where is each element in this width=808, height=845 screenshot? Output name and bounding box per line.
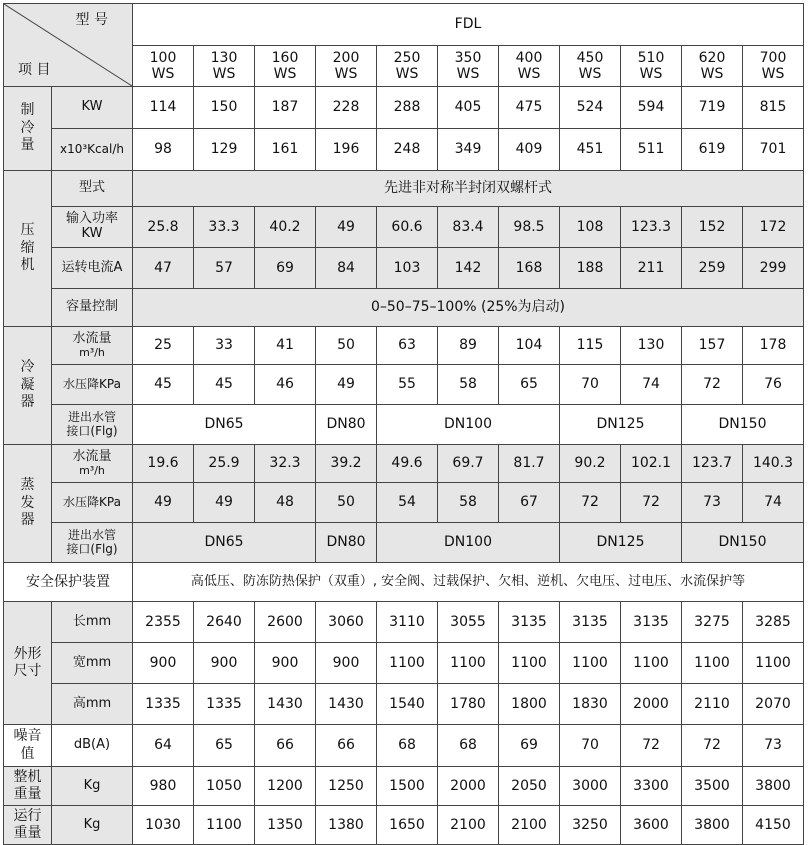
input-power-value: 123.3 bbox=[621, 207, 682, 248]
weight-value: 3300 bbox=[621, 767, 682, 806]
row-compressor-power bbox=[4, 207, 804, 248]
label-kcal: x10³Kcal/h bbox=[52, 129, 133, 171]
condenser-flow-value: 115 bbox=[560, 327, 621, 365]
header-row-series bbox=[4, 4, 804, 46]
height-value: 1540 bbox=[377, 684, 438, 725]
width-value: 1100 bbox=[499, 643, 560, 684]
condenser-flow-value: 41 bbox=[255, 327, 316, 365]
label-evaporator-pipes: 进出水管 接口(Flg) bbox=[52, 523, 133, 563]
model-header: 350 WS bbox=[438, 46, 499, 87]
category-noise: 噪音值 bbox=[4, 725, 52, 767]
row-compressor-current bbox=[4, 248, 804, 289]
condenser-drop-value: 70 bbox=[560, 365, 621, 405]
row-evaporator-pipes bbox=[4, 523, 804, 563]
row-compressor-type bbox=[4, 171, 804, 207]
label-height: 高mm bbox=[52, 684, 133, 725]
cooling-kw-value: 405 bbox=[438, 87, 499, 129]
evaporator-pipe-dn150: DN150 bbox=[682, 523, 804, 563]
label-condenser-pipes: 进出水管 接口(Flg) bbox=[52, 405, 133, 445]
condenser-pipe-dn150: DN150 bbox=[682, 405, 804, 445]
condenser-flow-value: 89 bbox=[438, 327, 499, 365]
running-current-value: 69 bbox=[255, 248, 316, 289]
condenser-flow-value: 178 bbox=[743, 327, 804, 365]
model-header: 130 WS bbox=[194, 46, 255, 87]
running-current-value: 299 bbox=[743, 248, 804, 289]
width-value: 900 bbox=[194, 643, 255, 684]
cooling-kcal-value: 248 bbox=[377, 129, 438, 171]
condenser-flow-value: 63 bbox=[377, 327, 438, 365]
label-evaporator-drop: 水压降KPa bbox=[52, 483, 133, 523]
cooling-kcal-value: 511 bbox=[621, 129, 682, 171]
height-value: 1830 bbox=[560, 684, 621, 725]
row-evaporator-flow bbox=[4, 445, 804, 483]
label-running-current: 运转电流A bbox=[52, 248, 133, 289]
cooling-kw-value: 815 bbox=[743, 87, 804, 129]
evaporator-flow-value: 49.6 bbox=[377, 445, 438, 483]
operating-weight-value: 2100 bbox=[438, 806, 499, 845]
condenser-flow-value: 33 bbox=[194, 327, 255, 365]
height-value: 1430 bbox=[255, 684, 316, 725]
evaporator-flow-value: 81.7 bbox=[499, 445, 560, 483]
operating-weight-value: 3600 bbox=[621, 806, 682, 845]
height-value: 2070 bbox=[743, 684, 804, 725]
operating-weight-value: 1030 bbox=[133, 806, 194, 845]
input-power-value: 152 bbox=[682, 207, 743, 248]
condenser-drop-value: 65 bbox=[499, 365, 560, 405]
evaporator-drop-value: 49 bbox=[133, 483, 194, 523]
category-operating-weight: 运行重量 bbox=[4, 806, 52, 845]
height-value: 1335 bbox=[133, 684, 194, 725]
label-width: 宽mm bbox=[52, 643, 133, 684]
cooling-kcal-value: 701 bbox=[743, 129, 804, 171]
width-value: 900 bbox=[255, 643, 316, 684]
row-noise bbox=[4, 725, 804, 767]
noise-value: 73 bbox=[743, 725, 804, 767]
specification-table bbox=[3, 3, 804, 845]
width-value: 1100 bbox=[438, 643, 499, 684]
evaporator-pipe-dn65: DN65 bbox=[133, 523, 316, 563]
row-operating-weight bbox=[4, 806, 804, 845]
noise-value: 70 bbox=[560, 725, 621, 767]
cooling-kw-value: 114 bbox=[133, 87, 194, 129]
cooling-kw-value: 524 bbox=[560, 87, 621, 129]
evaporator-drop-value: 48 bbox=[255, 483, 316, 523]
evaporator-flow-value: 39.2 bbox=[316, 445, 377, 483]
evaporator-flow-value: 32.3 bbox=[255, 445, 316, 483]
operating-weight-value: 4150 bbox=[743, 806, 804, 845]
running-current-value: 211 bbox=[621, 248, 682, 289]
length-value: 3285 bbox=[743, 602, 804, 643]
cooling-kw-value: 228 bbox=[316, 87, 377, 129]
evaporator-flow-value: 19.6 bbox=[133, 445, 194, 483]
input-power-value: 83.4 bbox=[438, 207, 499, 248]
condenser-drop-value: 49 bbox=[316, 365, 377, 405]
running-current-value: 103 bbox=[377, 248, 438, 289]
capacity-control-value: 0–50–75–100% (25%为启动) bbox=[133, 289, 804, 327]
condenser-drop-value: 45 bbox=[194, 365, 255, 405]
model-header: 250 WS bbox=[377, 46, 438, 87]
width-value: 1100 bbox=[560, 643, 621, 684]
evaporator-flow-value: 123.7 bbox=[682, 445, 743, 483]
evaporator-drop-value: 74 bbox=[743, 483, 804, 523]
condenser-drop-value: 55 bbox=[377, 365, 438, 405]
length-value: 2640 bbox=[194, 602, 255, 643]
model-header: 160 WS bbox=[255, 46, 316, 87]
cooling-kcal-value: 451 bbox=[560, 129, 621, 171]
evaporator-drop-value: 73 bbox=[682, 483, 743, 523]
safety-value: 高低压、防冻防热保护（双重）, 安全阀、过载保护、欠相、逆机、欠电压、过电压、水流保护等 bbox=[133, 563, 804, 602]
running-current-value: 84 bbox=[316, 248, 377, 289]
operating-weight-value: 2100 bbox=[499, 806, 560, 845]
condenser-flow-value: 25 bbox=[133, 327, 194, 365]
weight-value: 3800 bbox=[743, 767, 804, 806]
condenser-pipe-dn100: DN100 bbox=[377, 405, 560, 445]
height-value: 2110 bbox=[682, 684, 743, 725]
weight-value: 2000 bbox=[438, 767, 499, 806]
height-value: 1335 bbox=[194, 684, 255, 725]
width-value: 900 bbox=[133, 643, 194, 684]
input-power-value: 33.3 bbox=[194, 207, 255, 248]
noise-value: 72 bbox=[621, 725, 682, 767]
label-capacity-control: 容量控制 bbox=[52, 289, 133, 327]
row-condenser-flow bbox=[4, 327, 804, 365]
model-header: 400 WS bbox=[499, 46, 560, 87]
row-cooling-kcal bbox=[4, 129, 804, 171]
noise-value: 72 bbox=[682, 725, 743, 767]
model-header: 450 WS bbox=[560, 46, 621, 87]
condenser-drop-value: 72 bbox=[682, 365, 743, 405]
category-dimensions: 外形尺寸 bbox=[4, 602, 52, 725]
category-compressor: 压缩机 bbox=[4, 171, 52, 327]
label-condenser-flow: 水流量 m³/h bbox=[52, 327, 133, 365]
cooling-kw-value: 719 bbox=[682, 87, 743, 129]
weight-value: 2050 bbox=[499, 767, 560, 806]
operating-weight-value: 3250 bbox=[560, 806, 621, 845]
noise-value: 65 bbox=[194, 725, 255, 767]
running-current-value: 47 bbox=[133, 248, 194, 289]
condenser-drop-value: 76 bbox=[743, 365, 804, 405]
label-evaporator-flow: 水流量 m³/h bbox=[52, 445, 133, 483]
cooling-kcal-value: 129 bbox=[194, 129, 255, 171]
condenser-flow-value: 130 bbox=[621, 327, 682, 365]
cooling-kcal-value: 196 bbox=[316, 129, 377, 171]
row-height bbox=[4, 684, 804, 725]
input-power-value: 98.5 bbox=[499, 207, 560, 248]
cooling-kw-value: 187 bbox=[255, 87, 316, 129]
weight-value: 1250 bbox=[316, 767, 377, 806]
condenser-flow-value: 50 bbox=[316, 327, 377, 365]
running-current-value: 188 bbox=[560, 248, 621, 289]
evaporator-drop-value: 67 bbox=[499, 483, 560, 523]
width-value: 1100 bbox=[682, 643, 743, 684]
model-header: 620 WS bbox=[682, 46, 743, 87]
label-kw: KW bbox=[52, 87, 133, 129]
noise-value: 66 bbox=[255, 725, 316, 767]
width-value: 1100 bbox=[377, 643, 438, 684]
evaporator-drop-value: 58 bbox=[438, 483, 499, 523]
cooling-kw-value: 150 bbox=[194, 87, 255, 129]
corner-model-label: 型 号 bbox=[75, 12, 108, 28]
category-weight: 整机重量 bbox=[4, 767, 52, 806]
condenser-pipe-dn65: DN65 bbox=[133, 405, 316, 445]
length-value: 3135 bbox=[621, 602, 682, 643]
row-cooling-kw bbox=[4, 87, 804, 129]
height-value: 1780 bbox=[438, 684, 499, 725]
weight-value: 1500 bbox=[377, 767, 438, 806]
condenser-flow-value: 157 bbox=[682, 327, 743, 365]
input-power-value: 172 bbox=[743, 207, 804, 248]
operating-weight-value: 1100 bbox=[194, 806, 255, 845]
weight-value: 980 bbox=[133, 767, 194, 806]
cooling-kcal-value: 409 bbox=[499, 129, 560, 171]
row-evaporator-drop bbox=[4, 483, 804, 523]
height-value: 1430 bbox=[316, 684, 377, 725]
noise-value: 66 bbox=[316, 725, 377, 767]
label-compressor-type: 型式 bbox=[52, 171, 133, 207]
length-value: 3135 bbox=[499, 602, 560, 643]
condenser-pipe-dn80: DN80 bbox=[316, 405, 377, 445]
label-noise: dB(A) bbox=[52, 725, 133, 767]
length-value: 3135 bbox=[560, 602, 621, 643]
operating-weight-value: 3800 bbox=[682, 806, 743, 845]
length-value: 2600 bbox=[255, 602, 316, 643]
category-evaporator: 蒸发器 bbox=[4, 445, 52, 563]
width-value: 900 bbox=[316, 643, 377, 684]
width-value: 1100 bbox=[621, 643, 682, 684]
cooling-kcal-value: 98 bbox=[133, 129, 194, 171]
weight-value: 3000 bbox=[560, 767, 621, 806]
model-header: 700 WS bbox=[743, 46, 804, 87]
weight-value: 3500 bbox=[682, 767, 743, 806]
cooling-kw-value: 594 bbox=[621, 87, 682, 129]
model-header: 100 WS bbox=[133, 46, 194, 87]
category-cooling: 制冷量 bbox=[4, 87, 52, 171]
evaporator-pipe-dn125: DN125 bbox=[560, 523, 682, 563]
row-width bbox=[4, 643, 804, 684]
noise-value: 68 bbox=[438, 725, 499, 767]
row-condenser-pipes bbox=[4, 405, 804, 445]
evaporator-drop-value: 49 bbox=[194, 483, 255, 523]
label-weight: Kg bbox=[52, 767, 133, 806]
length-value: 3055 bbox=[438, 602, 499, 643]
model-header: 200 WS bbox=[316, 46, 377, 87]
condenser-drop-value: 58 bbox=[438, 365, 499, 405]
running-current-value: 142 bbox=[438, 248, 499, 289]
cooling-kw-value: 475 bbox=[499, 87, 560, 129]
length-value: 3060 bbox=[316, 602, 377, 643]
evaporator-flow-value: 25.9 bbox=[194, 445, 255, 483]
input-power-value: 60.6 bbox=[377, 207, 438, 248]
evaporator-drop-value: 50 bbox=[316, 483, 377, 523]
running-current-value: 57 bbox=[194, 248, 255, 289]
row-length bbox=[4, 602, 804, 643]
noise-value: 69 bbox=[499, 725, 560, 767]
label-length: 长mm bbox=[52, 602, 133, 643]
running-current-value: 259 bbox=[682, 248, 743, 289]
row-weight bbox=[4, 767, 804, 806]
weight-value: 1050 bbox=[194, 767, 255, 806]
length-value: 3110 bbox=[377, 602, 438, 643]
cooling-kw-value: 288 bbox=[377, 87, 438, 129]
condenser-drop-value: 45 bbox=[133, 365, 194, 405]
length-value: 3275 bbox=[682, 602, 743, 643]
corner-item-label: 项 目 bbox=[18, 61, 51, 78]
model-header: 510 WS bbox=[621, 46, 682, 87]
cooling-kcal-value: 619 bbox=[682, 129, 743, 171]
operating-weight-value: 1650 bbox=[377, 806, 438, 845]
input-power-value: 40.2 bbox=[255, 207, 316, 248]
label-safety: 安全保护装置 bbox=[4, 563, 133, 602]
noise-value: 64 bbox=[133, 725, 194, 767]
label-input-power: 输入功率 KW bbox=[52, 207, 133, 248]
series-name: FDL bbox=[133, 4, 804, 46]
cooling-kcal-value: 161 bbox=[255, 129, 316, 171]
row-capacity-control bbox=[4, 289, 804, 327]
condenser-pipe-dn125: DN125 bbox=[560, 405, 682, 445]
condenser-drop-value: 74 bbox=[621, 365, 682, 405]
evaporator-flow-value: 90.2 bbox=[560, 445, 621, 483]
label-operating-weight: Kg bbox=[52, 806, 133, 845]
category-condenser: 冷凝器 bbox=[4, 327, 52, 445]
weight-value: 1200 bbox=[255, 767, 316, 806]
height-value: 1800 bbox=[499, 684, 560, 725]
condenser-drop-value: 46 bbox=[255, 365, 316, 405]
compressor-type-value: 先进非对称半封闭双螺杆式 bbox=[133, 171, 804, 207]
input-power-value: 108 bbox=[560, 207, 621, 248]
evaporator-flow-value: 140.3 bbox=[743, 445, 804, 483]
operating-weight-value: 1350 bbox=[255, 806, 316, 845]
operating-weight-value: 1380 bbox=[316, 806, 377, 845]
evaporator-drop-value: 72 bbox=[621, 483, 682, 523]
label-condenser-drop: 水压降KPa bbox=[52, 365, 133, 405]
row-condenser-drop bbox=[4, 365, 804, 405]
input-power-value: 49 bbox=[316, 207, 377, 248]
height-value: 2000 bbox=[621, 684, 682, 725]
cooling-kcal-value: 349 bbox=[438, 129, 499, 171]
length-value: 2355 bbox=[133, 602, 194, 643]
condenser-flow-value: 104 bbox=[499, 327, 560, 365]
width-value: 1100 bbox=[743, 643, 804, 684]
evaporator-pipe-dn100: DN100 bbox=[377, 523, 560, 563]
noise-value: 68 bbox=[377, 725, 438, 767]
evaporator-flow-value: 69.7 bbox=[438, 445, 499, 483]
evaporator-drop-value: 54 bbox=[377, 483, 438, 523]
row-safety bbox=[4, 563, 804, 602]
running-current-value: 168 bbox=[499, 248, 560, 289]
evaporator-pipe-dn80: DN80 bbox=[316, 523, 377, 563]
evaporator-drop-value: 72 bbox=[560, 483, 621, 523]
input-power-value: 25.8 bbox=[133, 207, 194, 248]
header-corner-cell bbox=[4, 4, 133, 87]
evaporator-flow-value: 102.1 bbox=[621, 445, 682, 483]
